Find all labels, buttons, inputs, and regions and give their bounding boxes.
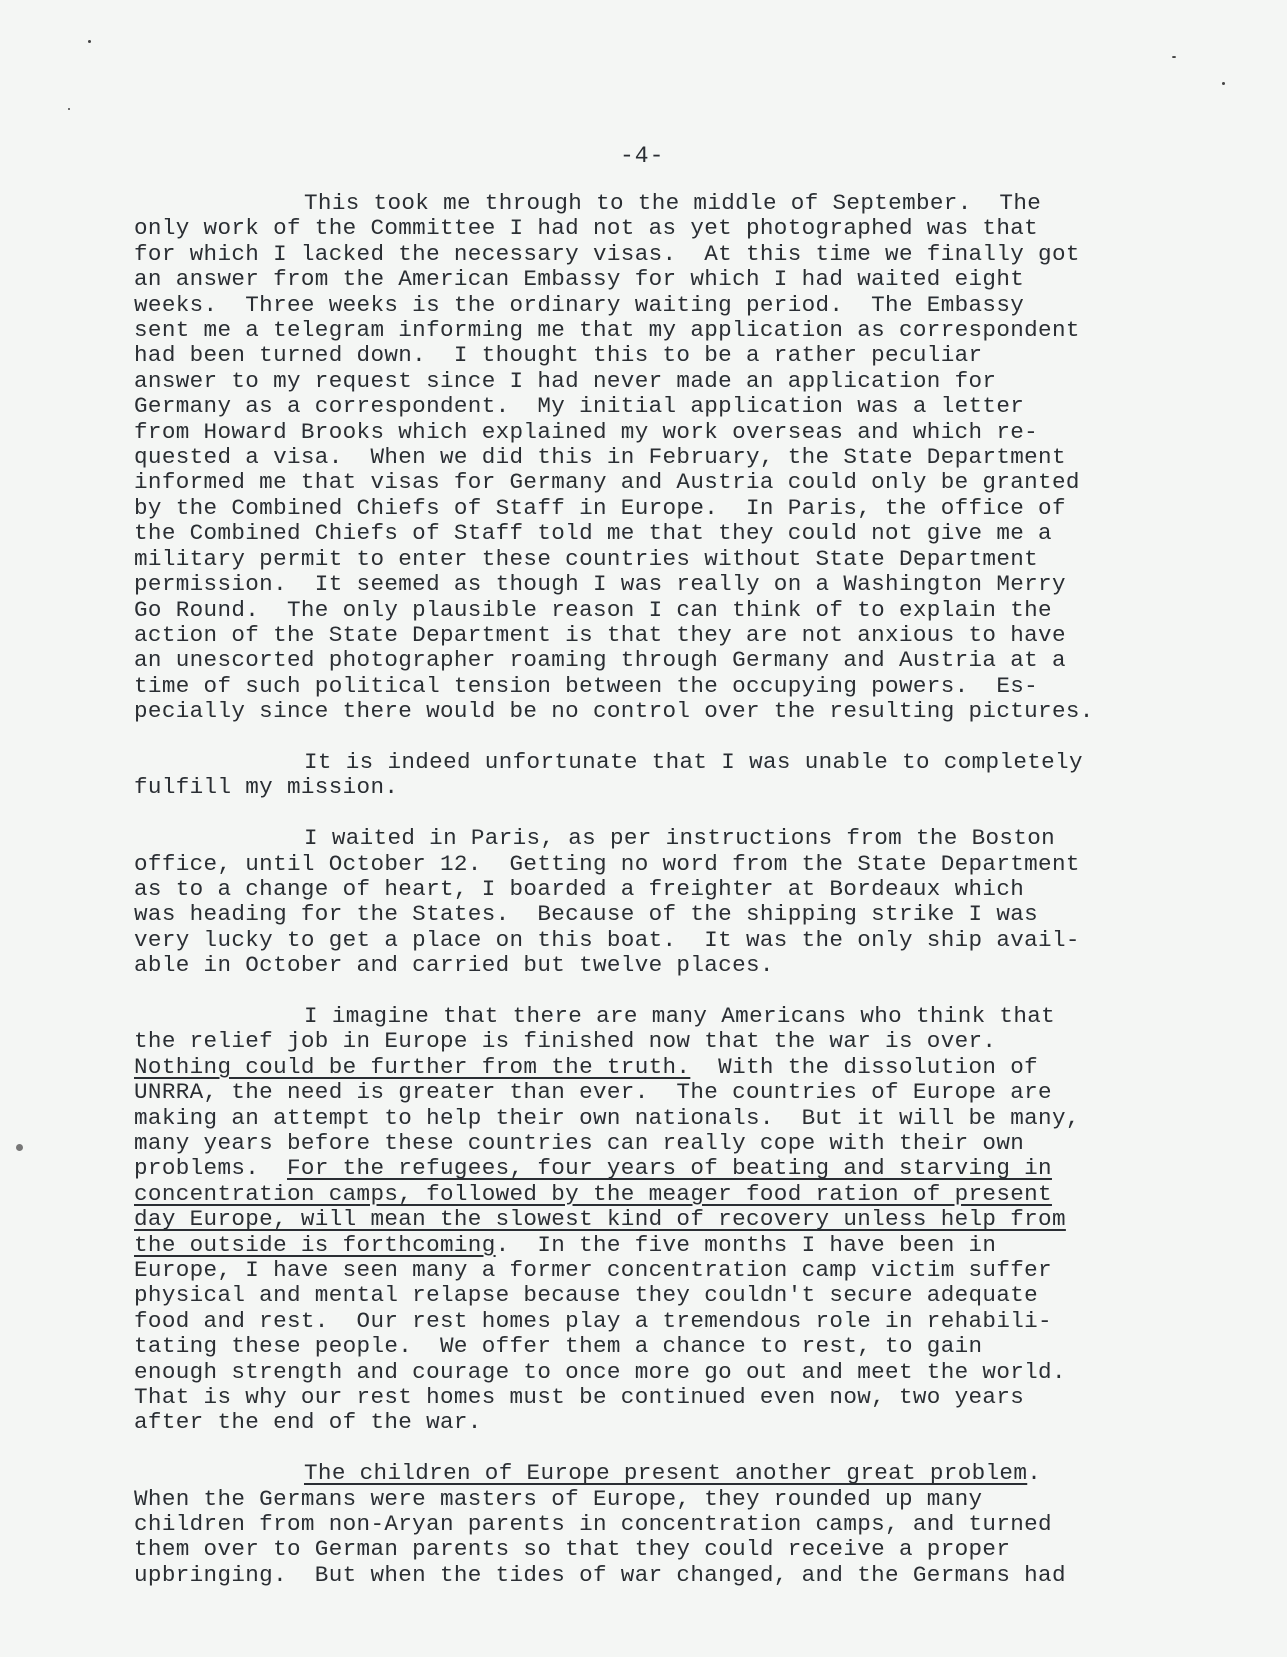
text-segment: problems.	[134, 1155, 287, 1182]
text-line	[134, 1233, 1194, 1258]
text-line: after the end of the war.	[134, 1409, 482, 1436]
underlined-text: For the refugees, four years of beating and starving in	[287, 1155, 1052, 1182]
paragraph-2	[134, 750, 1194, 801]
text-line: the relief job in Europe is finished now that the war is over.	[134, 1028, 997, 1055]
letter-body	[134, 191, 1194, 1614]
text-line: from Howard Brooks which explained my work overseas and which re-	[134, 418, 1039, 445]
paragraph-4	[134, 1004, 1194, 1436]
paragraph-3	[134, 826, 1194, 978]
text-line: pecially since there would be no control over the resulting pictures.	[134, 698, 1094, 725]
text-line: upbringing. But when the tides of war changed, and the Germans had	[134, 1561, 1066, 1588]
text-line: making an attempt to help their own nationals. But it will be many,	[134, 1104, 1080, 1131]
text-line: time of such political tension between the occupying powers. Es-	[134, 672, 1039, 699]
underlined-text: The children of Europe present another great problem	[304, 1460, 1028, 1487]
scan-speck	[1222, 82, 1225, 85]
text-line: fulfill my mission.	[134, 774, 399, 801]
text-line	[134, 1055, 1194, 1080]
text-line: the Combined Chiefs of Staff told me that they could not give me a	[134, 520, 1052, 547]
scan-speck	[16, 1144, 23, 1151]
underlined-text: concentration camps, followed by the meager food ration of present	[134, 1180, 1052, 1207]
text-line: for which I lacked the necessary visas. At this time we finally got	[134, 240, 1080, 267]
text-line: food and rest. Our rest homes play a tremendous role in rehabili-	[134, 1307, 1052, 1334]
underlined-text: Nothing could be further from the truth.	[134, 1053, 691, 1080]
text-line: It is indeed unfortunate that I was unable to completely	[304, 748, 1083, 775]
text-line: able in October and carried but twelve places.	[134, 952, 774, 979]
text-line: military permit to enter these countries without State Department	[134, 545, 1039, 572]
text-line: an unescorted photographer roaming through Germany and Austria at a	[134, 647, 1066, 674]
text-line: answer to my request since I had never made an application for	[134, 367, 997, 394]
text-line: many years before these countries can really cope with their own	[134, 1129, 1025, 1156]
text-line: was heading for the States. Because of the shipping strike I was	[134, 901, 1039, 928]
text-line: sent me a telegram informing me that my application as correspondent	[134, 317, 1080, 344]
scan-speck	[68, 108, 70, 110]
page-number: -4-	[620, 143, 665, 169]
underlined-text: the outside is forthcoming	[134, 1231, 496, 1258]
text-line: by the Combined Chiefs of Staff in Europe. In Paris, the office of	[134, 494, 1066, 521]
text-line: them over to German parents so that they could receive a proper	[134, 1536, 1011, 1563]
text-segment: With the dissolution of	[690, 1053, 1039, 1080]
text-line: I imagine that there are many Americans who think that	[304, 1002, 1056, 1029]
text-line	[134, 1461, 1194, 1486]
text-segment: . In the five months I have been in	[495, 1231, 997, 1258]
text-line: only work of the Committee I had not as yet photographed was that	[134, 215, 1039, 242]
text-line: an answer from the American Embassy for which I had waited eight	[134, 266, 1025, 293]
text-line	[134, 1156, 1194, 1181]
text-line: very lucky to get a place on this boat. It was the only ship avail-	[134, 926, 1080, 953]
paragraph-5	[134, 1461, 1194, 1588]
text-line: This took me through to the middle of September. The	[304, 190, 1042, 216]
text-line: enough strength and courage to once more go out and meet the world.	[134, 1358, 1066, 1385]
underlined-text: day Europe, will mean the slowest kind of recovery unless help from	[134, 1206, 1066, 1233]
paragraph-1	[134, 191, 1194, 725]
text-line: action of the State Department is that they are not anxious to have	[134, 621, 1066, 648]
scan-speck	[88, 40, 91, 43]
text-line: informed me that visas for Germany and Austria could only be granted	[134, 469, 1080, 496]
text-line: children from non-Aryan parents in concentration camps, and turned	[134, 1511, 1052, 1538]
text-line: When the Germans were masters of Europe, they rounded up many	[134, 1485, 983, 1512]
text-line: Europe, I have seen many a former concentration camp victim suffer	[134, 1257, 1052, 1284]
text-line: Germany as a correspondent. My initial application was a letter	[134, 393, 1025, 420]
text-line: weeks. Three weeks is the ordinary waiting period. The Embassy	[134, 291, 1025, 318]
text-line: Go Round. The only plausible reason I can think of to explain the	[134, 596, 1052, 623]
text-line: permission. It seemed as though I was really on a Washington Merry	[134, 571, 1066, 598]
text-line: That is why our rest homes must be continued even now, two years	[134, 1384, 1025, 1411]
text-line: quested a visa. When we did this in February, the State Department	[134, 444, 1066, 471]
scan-speck	[1172, 56, 1176, 58]
text-line: I waited in Paris, as per instructions from the Boston	[304, 825, 1056, 852]
text-line: UNRRA, the need is greater than ever. The countries of Europe are	[134, 1079, 1052, 1106]
text-line: as to a change of heart, I boarded a freighter at Bordeaux which	[134, 875, 1025, 902]
text-line: tating these people. We offer them a chance to rest, to gain	[134, 1333, 983, 1360]
text-line: physical and mental relapse because they couldn't secure adequate	[134, 1282, 1039, 1309]
text-line: office, until October 12. Getting no word from the State Department	[134, 850, 1080, 877]
text-segment: .	[1027, 1460, 1042, 1487]
text-line: had been turned down. I thought this to be a rather peculiar	[134, 342, 983, 369]
